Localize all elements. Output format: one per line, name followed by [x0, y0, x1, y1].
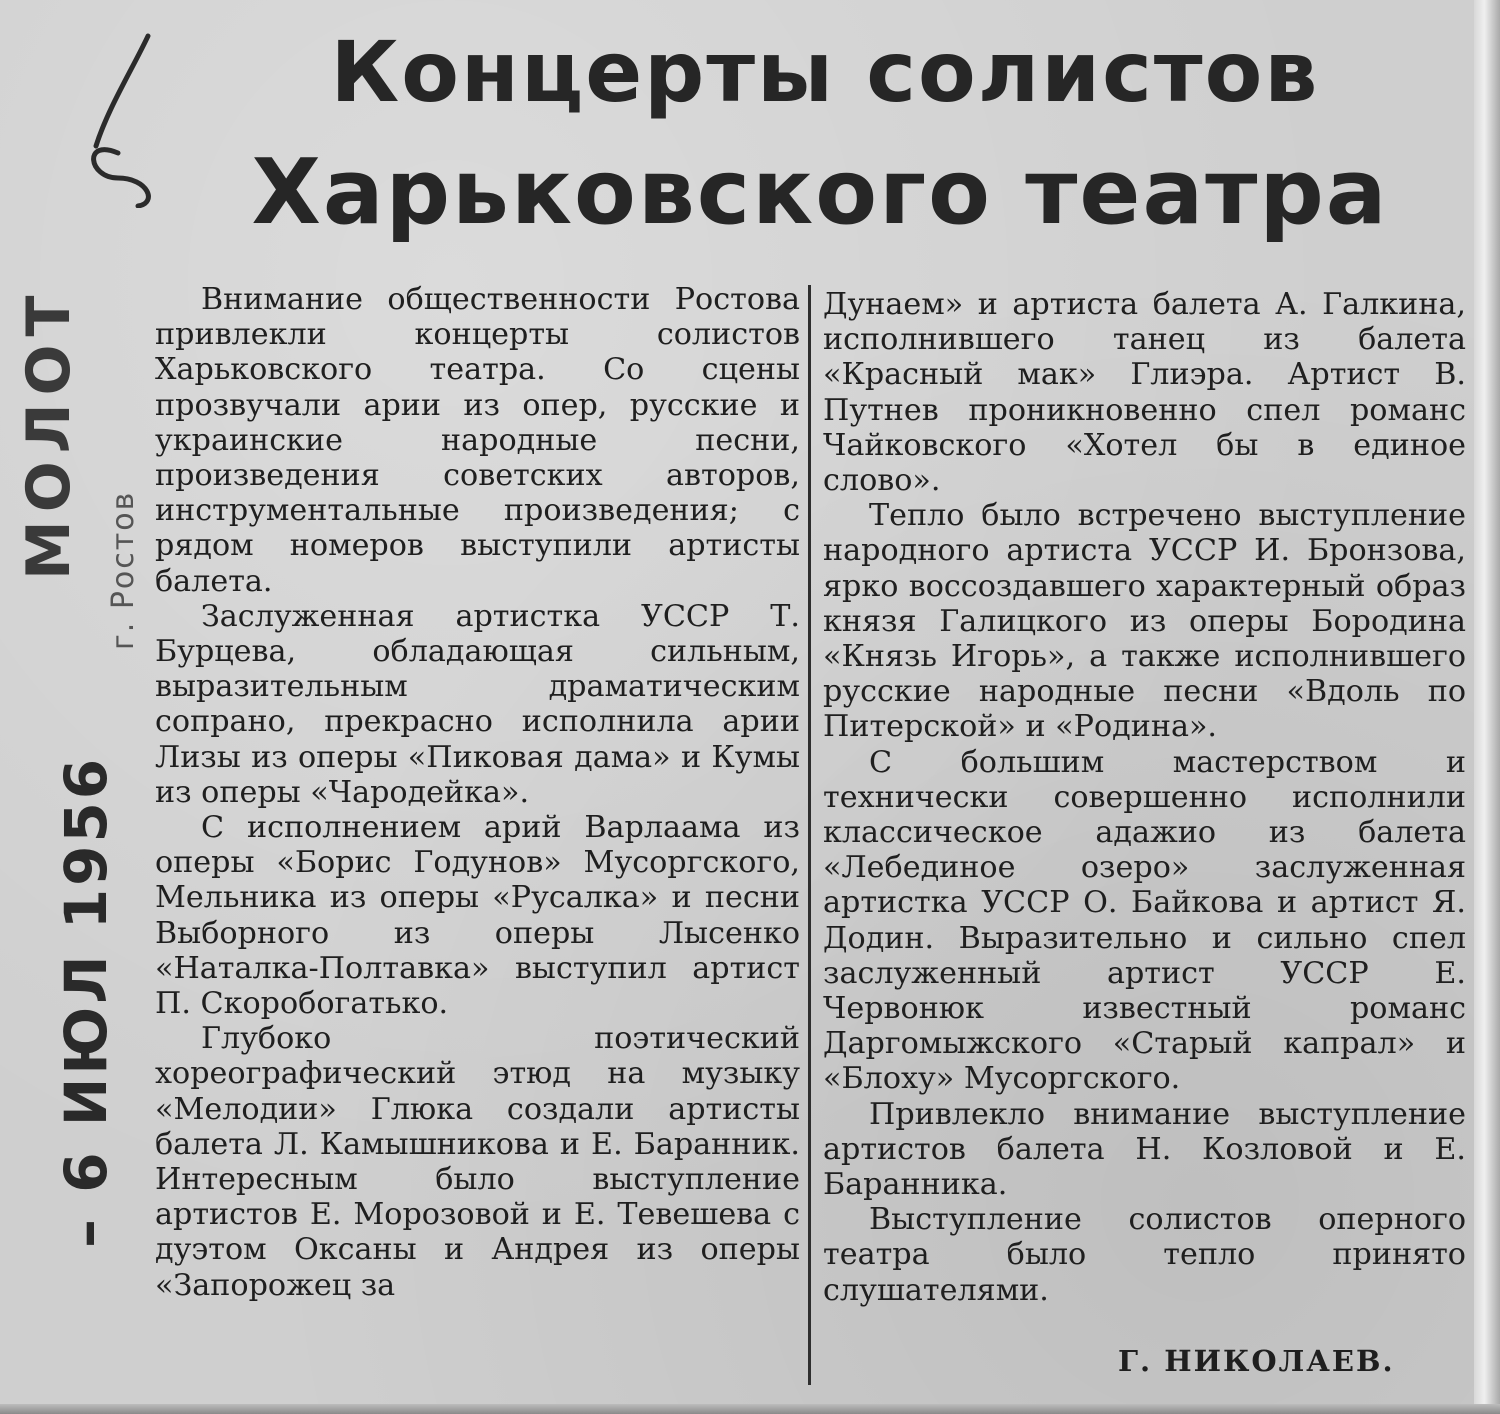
headline-line-2: Харьковского театра — [251, 140, 1389, 245]
paper-edge-bottom — [0, 1404, 1500, 1414]
article-paragraph: С большим мастерством и технически совершенно исполнили классическое адажио из балета «Лебединое озеро» заслуженная артистка УССР О. Байкова и артист Я. Додин. Выразительно и сильно спел заслуженный артист УССР Е. Червонюк известный романс Даргомыжского «Старый капрал» и «Блоху» Мусоргского. — [823, 744, 1466, 1097]
city-stamp: г. Ростов — [106, 490, 141, 650]
article-paragraph: Привлекло внимание выступление артистов балета Н. Козловой и Е. Баранника. — [823, 1096, 1466, 1203]
headline-line-1: Концерты солистов — [330, 23, 1320, 121]
newspaper-name-stamp: МОЛОТ — [14, 287, 84, 580]
article-paragraph: Внимание общественности Ростова привлекли концерты солистов Харьковского театра. Со сцены прозвучали арии из опер, русские и украинские народные песни, произведения советских авторов, инструментальные произведения; с рядом номеров выступили артисты балета. — [155, 282, 800, 599]
date-stamp: – 6 ИЮЛ 1956 — [52, 755, 120, 1248]
article-paragraph: Выступление солистов оперного театра было тепло принято слушателями. — [823, 1202, 1466, 1308]
article-paragraph: С исполнением арий Варлаама из оперы «Борис Годунов» Мусоргского, Мельника из оперы «Русалка» и песни Выборного из оперы Лысенко «Наталка-Полтавка» выступил артист П. Скоробогатько. — [155, 810, 800, 1022]
article-paragraph: Заслуженная артистка УССР Т. Бурцева, обладающая сильным, выразительным драматическим сопрано, прекрасно исполнила арии Лизы из оперы «Пиковая дама» и Кумы из оперы «Чародейка». — [155, 598, 800, 810]
article-paragraph: Глубоко поэтический хореографический этюд на музыку «Мелодии» Глюка создали артисты балета Л. Камышникова и Е. Баранник. Интересным было выступление артистов Е. Морозовой и Е. Тевешева с дуэтом Оксаны и Андрея из оперы «Запорожец за — [155, 1021, 800, 1303]
article-paragraph: Тепло было встречено выступление народного артиста УССР И. Бронзова, ярко воссоздавшего характерный образ князя Галицкого из оперы Бородина «Князь Игорь», а также исполнившего русские народные песни «Вдоль по Питерской» и «Родина». — [823, 498, 1466, 745]
article-left-column — [155, 282, 800, 1303]
paper-edge-right — [1474, 0, 1500, 1414]
article-right-column — [823, 287, 1466, 1308]
handwritten-mark — [78, 28, 178, 208]
column-divider — [808, 285, 811, 1385]
author-signature: Г. НИКОЛАЕВ. — [1118, 1344, 1395, 1378]
article-paragraph-continuation: Дунаем» и артиста балета А. Галкина, исполнившего танец из балета «Красный мак» Глиэра. Артист В. Путнев проникновенно спел романс Чайковского «Хотел бы в единое слово». — [823, 287, 1466, 499]
